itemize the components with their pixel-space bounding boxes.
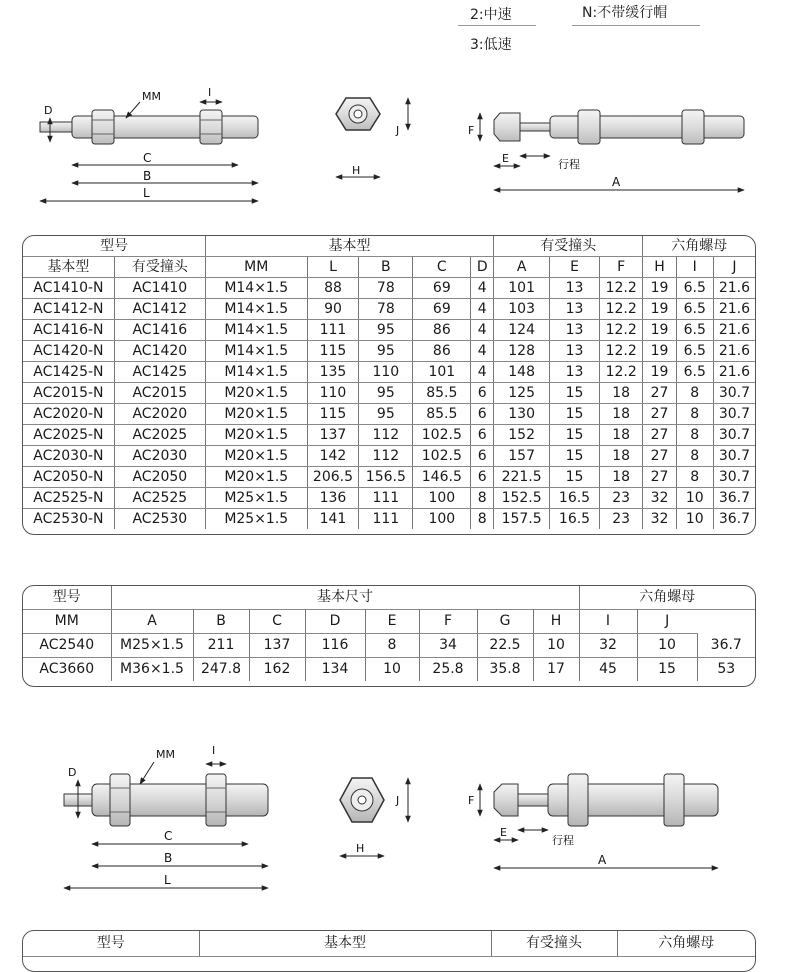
table-cell: 27: [643, 467, 676, 488]
table-cell: 111: [359, 488, 413, 509]
table-cell: 6: [471, 425, 494, 446]
table-cell: M14×1.5: [205, 278, 307, 299]
group-header-model: 型号: [23, 586, 111, 610]
dim-D-label: D: [68, 766, 77, 779]
table-cell: 4: [471, 299, 494, 320]
dim-F-label: F: [468, 124, 475, 137]
table-cell: 35.8: [477, 658, 533, 682]
stroke-label: 行程: [558, 158, 580, 171]
table-cell: 8: [471, 488, 494, 509]
table-cell: M14×1.5: [205, 362, 307, 383]
table-cell: AC2030: [114, 446, 205, 467]
table-cell: 30.7: [713, 446, 755, 467]
table-cell: 6: [471, 467, 494, 488]
table-cell: 34: [419, 634, 477, 658]
table-cell: 30.7: [713, 425, 755, 446]
table-cell: AC2030-N: [23, 446, 114, 467]
table-cell: 18: [599, 404, 643, 425]
table-cell: 101: [413, 362, 471, 383]
table-cell: AC1425: [114, 362, 205, 383]
table-cell: 21.6: [713, 320, 755, 341]
legend-divider: [572, 25, 700, 26]
table-cell: 27: [643, 404, 676, 425]
dim-C-label: C: [143, 151, 152, 165]
table-cell: 17: [533, 658, 579, 682]
table-cell: AC1412: [114, 299, 205, 320]
table-cell: 86: [413, 320, 471, 341]
table-cell: AC1416: [114, 320, 205, 341]
table-cell: 130: [494, 404, 550, 425]
shock-absorber-side-view: [40, 110, 258, 144]
column-header: B: [359, 257, 413, 278]
table-cell: 10: [365, 658, 419, 682]
group-header-nut: 六角螺母: [617, 931, 755, 957]
table-cell: 141: [307, 509, 359, 530]
table-cell: 18: [599, 467, 643, 488]
table-cell: 36.7: [718, 511, 751, 527]
table-cell: 13: [550, 278, 600, 299]
shock-absorber-side-view-large: [64, 774, 268, 826]
table-cell: 30.7: [713, 383, 755, 404]
table-row: [23, 278, 755, 299]
table-cell: AC2525-N: [23, 488, 114, 509]
table-cell: 10: [533, 634, 579, 658]
group-header-nut: 六角螺母: [643, 236, 755, 257]
table-cell: 8: [471, 509, 494, 530]
table-cell: 115: [307, 404, 359, 425]
legend-no-cap: N:不带缓行帽: [582, 5, 668, 21]
legend-speed-mid: 2:中速: [470, 7, 512, 23]
table-cell: AC2015-N: [23, 383, 114, 404]
table-cell: 19: [643, 341, 676, 362]
dim-E-label: E: [500, 826, 507, 839]
dim-MM-label: MM: [142, 90, 161, 103]
table-cell: 85.5: [413, 383, 471, 404]
table-cell: 23: [599, 488, 643, 509]
column-header: 基本型: [23, 257, 114, 278]
column-header: E: [550, 257, 600, 278]
table-cell: 21.6: [713, 299, 755, 320]
group-header-model: 型号: [23, 931, 199, 957]
table-cell: 19: [643, 362, 676, 383]
table-cell: 8: [676, 467, 713, 488]
table-cell: 15: [550, 383, 600, 404]
technical-drawing-bottom: [0, 740, 790, 900]
table-cell: 8: [365, 634, 419, 658]
table-cell: AC2050: [114, 467, 205, 488]
table-row: [23, 404, 755, 425]
table-cell: 247.8: [193, 658, 249, 682]
dim-B-label: B: [164, 851, 173, 865]
dim-C-label: C: [164, 829, 173, 843]
table-cell: 88: [307, 278, 359, 299]
dim-MM-label: MM: [156, 748, 175, 761]
table-cell: AC2050-N: [23, 467, 114, 488]
table-cell: 100: [413, 488, 471, 509]
table-cell: 8: [676, 383, 713, 404]
table-cell: 134: [305, 658, 365, 682]
table-cell: AC2540: [23, 634, 111, 658]
table-cell: 100: [413, 509, 471, 530]
table-row: [23, 362, 755, 383]
table-row: [23, 446, 755, 467]
table-cell: AC2015: [114, 383, 205, 404]
table-cell: 23: [599, 509, 643, 530]
table-cell: 90: [307, 299, 359, 320]
table-cell: 157.5: [494, 509, 550, 530]
table-cell: M20×1.5: [205, 446, 307, 467]
table-cell: 6.5: [676, 278, 713, 299]
table-cell: AC1410-N: [23, 278, 114, 299]
group-header-bumper: 有受撞头: [494, 236, 643, 257]
table-cell: 95: [359, 404, 413, 425]
table-row: [23, 658, 755, 682]
table-cell: 21.6: [713, 362, 755, 383]
shock-absorber-with-cap-large: [494, 774, 718, 826]
dim-E-label: E: [502, 152, 509, 165]
table-cell: 110: [307, 383, 359, 404]
table-cell: 13: [550, 341, 600, 362]
table-cell: 21.6: [713, 341, 755, 362]
table-row: [23, 467, 755, 488]
table-cell: 16.5: [550, 509, 600, 530]
table-cell: 136: [307, 488, 359, 509]
table-cell: 22.5: [477, 634, 533, 658]
dim-D-label: D: [44, 104, 53, 117]
table-cell: M25×1.5: [205, 488, 307, 509]
table-cell: 112: [359, 425, 413, 446]
table-cell: 142: [307, 446, 359, 467]
table-cell: 101: [494, 278, 550, 299]
table-row: [23, 299, 755, 320]
dim-J-label: J: [396, 124, 400, 137]
table-cell: 4: [471, 278, 494, 299]
table-cell: 16.5: [550, 488, 600, 509]
spec-table-bottom: [22, 930, 756, 972]
column-header: 有受撞头: [114, 257, 205, 278]
table-cell: 69: [413, 299, 471, 320]
table-cell: 6: [471, 446, 494, 467]
table-cell: 25.8: [419, 658, 477, 682]
table-cell: 162: [249, 658, 305, 682]
group-header-model: 型号: [23, 236, 205, 257]
table-cell: 18: [599, 446, 643, 467]
table-cell: AC2020: [114, 404, 205, 425]
table-cell: AC2025: [114, 425, 205, 446]
table-cell: M25×1.5: [111, 634, 193, 658]
column-header: MM: [205, 257, 307, 278]
table-cell: 15: [550, 404, 600, 425]
hex-nut-end-view: [336, 98, 380, 130]
table-row: [23, 509, 755, 530]
column-header: H: [533, 610, 579, 634]
table-cell: 221.5: [494, 467, 550, 488]
table-cell: 152.5: [494, 488, 550, 509]
spec-table-main: [22, 235, 756, 535]
table-cell: 102.5: [413, 425, 471, 446]
column-header: G: [477, 610, 533, 634]
column-header: D: [471, 257, 494, 278]
table-cell: 95: [359, 383, 413, 404]
dim-L-label: L: [164, 873, 171, 887]
table-cell: 95: [359, 320, 413, 341]
table-cell: 12.2: [599, 341, 643, 362]
table-cell: 18: [599, 383, 643, 404]
table-row: [23, 320, 755, 341]
table-cell: 146.5: [413, 467, 471, 488]
table-cell: AC2025-N: [23, 425, 114, 446]
table-cell: 4: [471, 320, 494, 341]
table-cell: 30.7: [713, 404, 755, 425]
table-cell: 27: [643, 425, 676, 446]
table-cell: M14×1.5: [205, 341, 307, 362]
table-cell: 152: [494, 425, 550, 446]
table-cell: 4: [471, 341, 494, 362]
table-cell: AC1420-N: [23, 341, 114, 362]
table-cell: 36.7: [713, 488, 755, 509]
table-cell: M20×1.5: [205, 425, 307, 446]
spec-table-large: [22, 585, 756, 687]
table-cell: 19: [643, 320, 676, 341]
table-cell: 15: [637, 658, 697, 682]
table-cell: AC1420: [114, 341, 205, 362]
table-cell: 8: [676, 425, 713, 446]
dim-L-label: L: [143, 186, 150, 200]
group-header-basic: 基本型: [199, 931, 491, 957]
dim-F-label: F: [468, 794, 475, 807]
table-cell: 6.5: [676, 362, 713, 383]
table-cell: 32: [579, 634, 637, 658]
dim-I-label: I: [212, 744, 216, 757]
table-cell: 12.2: [599, 362, 643, 383]
table-cell: 137: [249, 634, 305, 658]
table-cell: AC1412-N: [23, 299, 114, 320]
dim-B-label: B: [143, 169, 152, 183]
table-cell: AC1425-N: [23, 362, 114, 383]
table-cell: 19: [643, 299, 676, 320]
table-cell: 15: [550, 425, 600, 446]
group-header-basic-dims: 基本尺寸: [111, 586, 579, 610]
dim-J-label: J: [396, 794, 400, 807]
table-cell: 111: [307, 320, 359, 341]
table-cell: 13: [550, 320, 600, 341]
table-cell: 13: [550, 299, 600, 320]
table-cell: 103: [494, 299, 550, 320]
table-cell: 111: [359, 509, 413, 530]
table-cell: M14×1.5: [205, 320, 307, 341]
table-cell: 86: [413, 341, 471, 362]
table-cell: 115: [307, 341, 359, 362]
column-header: A: [111, 610, 193, 634]
table-cell: 12.2: [599, 299, 643, 320]
table-cell: 135: [307, 362, 359, 383]
table-row: [23, 634, 755, 658]
column-header: J: [713, 257, 755, 278]
table-cell: 32: [643, 509, 676, 530]
column-header: C: [249, 610, 305, 634]
stroke-label: 行程: [552, 834, 574, 847]
table-cell: 157: [494, 446, 550, 467]
dim-A-label: A: [612, 175, 621, 189]
table-cell: 30.7: [713, 467, 755, 488]
table-cell: AC2020-N: [23, 404, 114, 425]
table-cell: 6: [471, 404, 494, 425]
table-cell: M25×1.5: [205, 509, 307, 530]
table-cell: 78: [359, 299, 413, 320]
table-cell: 4: [471, 362, 494, 383]
table-cell: 85.5: [413, 404, 471, 425]
table-cell: 13: [550, 362, 600, 383]
table-cell: 21.6: [713, 278, 755, 299]
table-cell: 8: [676, 446, 713, 467]
table-cell: 110: [359, 362, 413, 383]
column-header: E: [365, 610, 419, 634]
legend-divider: [458, 25, 536, 26]
table-cell: 18: [599, 425, 643, 446]
table-cell: 10: [676, 509, 713, 530]
column-header: I: [579, 610, 637, 634]
table-cell: 6.5: [676, 299, 713, 320]
table-cell: M20×1.5: [205, 467, 307, 488]
table-cell: 15: [550, 467, 600, 488]
table-cell: AC2525: [114, 488, 205, 509]
table-cell: AC1410: [114, 278, 205, 299]
table-cell: M36×1.5: [111, 658, 193, 682]
table-row: [23, 488, 755, 509]
column-header: B: [193, 610, 249, 634]
table-row: [23, 425, 755, 446]
column-header: MM: [23, 610, 111, 634]
table-cell: 53: [717, 661, 736, 677]
table-cell: M20×1.5: [205, 383, 307, 404]
table-cell: 102.5: [413, 446, 471, 467]
table-cell: M14×1.5: [205, 299, 307, 320]
dim-I-label: I: [208, 86, 212, 99]
table-cell: AC3660: [23, 658, 111, 682]
table-cell: 12.2: [599, 278, 643, 299]
dim-H-label: H: [352, 164, 361, 177]
table-cell: M20×1.5: [205, 404, 307, 425]
table-cell: 124: [494, 320, 550, 341]
table-cell: 45: [579, 658, 637, 682]
table-cell: 6.5: [676, 341, 713, 362]
table-cell: 6: [471, 383, 494, 404]
column-header: I: [676, 257, 713, 278]
table-cell: 27: [643, 383, 676, 404]
table-cell: 148: [494, 362, 550, 383]
group-header-basic: 基本型: [205, 236, 493, 257]
table-cell: 128: [494, 341, 550, 362]
table-cell: AC2530: [114, 509, 205, 530]
table-cell: AC2530-N: [23, 509, 114, 530]
hex-nut-end-view-large: [340, 778, 384, 822]
column-header: J: [637, 610, 697, 634]
table-cell: 10: [637, 634, 697, 658]
table-row: [23, 341, 755, 362]
table-cell: 112: [359, 446, 413, 467]
group-header-bumper: 有受撞头: [491, 931, 617, 957]
table-cell: 95: [359, 341, 413, 362]
column-header: F: [599, 257, 643, 278]
table-cell: 156.5: [359, 467, 413, 488]
technical-drawing-top: [0, 80, 790, 210]
column-header: L: [307, 257, 359, 278]
table-cell: 19: [643, 278, 676, 299]
group-header-nut: 六角螺母: [579, 586, 755, 610]
table-row: [23, 383, 755, 404]
column-header: F: [419, 610, 477, 634]
column-header: C: [413, 257, 471, 278]
table-cell: 206.5: [307, 467, 359, 488]
table-cell: 116: [305, 634, 365, 658]
column-header: D: [305, 610, 365, 634]
table-cell: 36.7: [697, 634, 755, 658]
table-cell: 12.2: [599, 320, 643, 341]
column-header: H: [643, 257, 676, 278]
dim-H-label: H: [356, 842, 365, 855]
table-cell: 125: [494, 383, 550, 404]
shock-absorber-with-cap: [494, 110, 744, 144]
table-cell: 69: [413, 278, 471, 299]
column-header: A: [494, 257, 550, 278]
table-cell: 8: [676, 404, 713, 425]
legend-speed-low: 3:低速: [470, 37, 512, 53]
table-cell: 32: [643, 488, 676, 509]
table-cell: 15: [550, 446, 600, 467]
table-cell: 78: [359, 278, 413, 299]
table-cell: 6.5: [676, 320, 713, 341]
table-cell: 137: [307, 425, 359, 446]
dim-A-label: A: [598, 853, 607, 867]
table-cell: AC1416-N: [23, 320, 114, 341]
table-cell: 211: [193, 634, 249, 658]
table-cell: 27: [643, 446, 676, 467]
table-cell: 10: [676, 488, 713, 509]
